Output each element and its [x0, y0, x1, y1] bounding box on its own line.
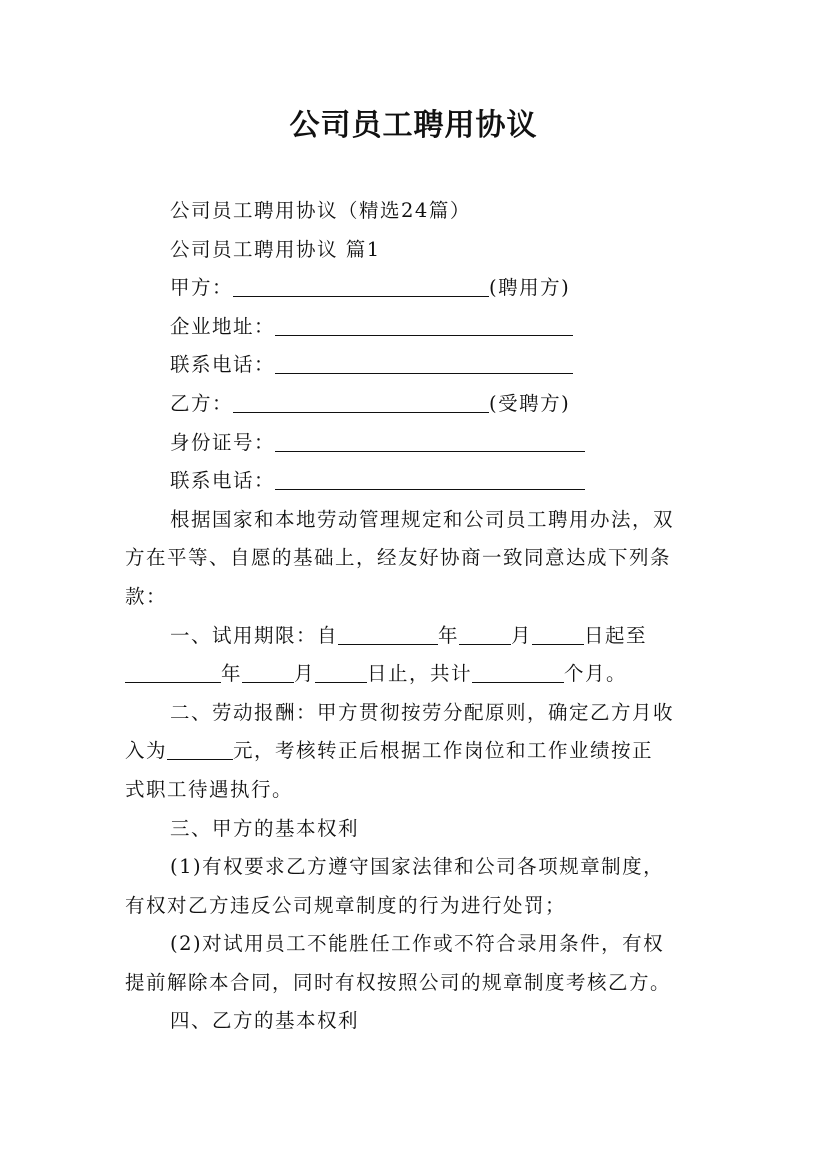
party-a-label: 甲方： — [170, 276, 234, 300]
clause-3-item-1-line-1: (1)有权要求乙方遵守国家法律和公司各项规章制度， — [170, 855, 665, 879]
start-year-unit: 年 — [438, 623, 460, 647]
contact-phone-a-label: 联系电话： — [170, 353, 276, 377]
clause-1-label: 一、试用期限：自 — [170, 623, 339, 647]
intro-line-1: 根据国家和本地劳动管理规定和公司员工聘用办法，双 — [170, 507, 675, 531]
contact-phone-a-blank[interactable] — [275, 372, 573, 374]
start-year-blank[interactable] — [338, 643, 438, 645]
end-day-unit: 日止，共计 — [367, 662, 473, 686]
id-number-line — [125, 424, 715, 463]
clause-3-item-2-line-1: (2)对试用员工不能胜任工作或不符合录用条件，有权 — [170, 932, 665, 956]
intro-line-2: 方在平等、自愿的基础上，经友好协商一致同意达成下列条 — [125, 546, 672, 570]
clause-2-line-1: 二、劳动报酬：甲方贯彻按劳分配原则，确定乙方月收 — [170, 700, 675, 724]
party-b-line — [125, 385, 715, 424]
clause-4-heading: 四、乙方的基本权利 — [170, 1009, 360, 1033]
party-b-suffix: (受聘方) — [489, 391, 571, 415]
company-address-blank[interactable] — [275, 334, 573, 336]
id-number-label: 身份证号： — [170, 430, 276, 454]
intro-line-3: 款： — [125, 584, 168, 608]
end-year-unit: 年 — [221, 662, 243, 686]
clause-2-income-label: 入为 — [125, 739, 168, 763]
clause-2-line-3: 式职工待遇执行。 — [125, 777, 294, 801]
document-body — [125, 192, 715, 1041]
document-subtitle: 公司员工聘用协议（精选24篇） — [170, 199, 471, 222]
contact-phone-b-line — [125, 462, 715, 501]
start-day-blank[interactable] — [532, 643, 584, 645]
company-address-line — [125, 308, 715, 347]
clause-1-line-2 — [125, 655, 715, 694]
clause-2-income-rest: 元，考核转正后根据工作岗位和工作业绩按正 — [233, 739, 654, 763]
contact-phone-a-line — [125, 346, 715, 385]
party-b-blank[interactable] — [233, 411, 489, 413]
clause-2-line-2 — [125, 732, 715, 771]
party-b-label: 乙方： — [170, 391, 234, 415]
end-day-blank[interactable] — [315, 681, 367, 683]
clause-3-heading: 三、甲方的基本权利 — [170, 816, 360, 840]
clause-3-item-1-line-2: 有权对乙方违反公司规章制度的行为进行处罚； — [125, 893, 567, 917]
end-month-blank[interactable] — [242, 681, 294, 683]
start-month-unit: 月 — [511, 623, 533, 647]
document-title: 公司员工聘用协议 — [289, 108, 538, 143]
clause-3-item-2-line-2: 提前解除本合同，同时有权按照公司的规章制度考核乙方。 — [125, 970, 672, 994]
end-month-unit: 月 — [294, 662, 316, 686]
id-number-blank[interactable] — [275, 450, 585, 452]
total-months-unit: 个月。 — [564, 662, 628, 686]
contact-phone-b-blank[interactable] — [275, 488, 585, 490]
monthly-income-blank[interactable] — [167, 758, 233, 760]
section-heading: 公司员工聘用协议 篇1 — [170, 237, 381, 261]
end-year-blank[interactable] — [125, 681, 221, 683]
start-day-unit: 日起至 — [584, 623, 648, 647]
party-a-suffix: (聘用方) — [489, 276, 571, 300]
company-address-label: 企业地址： — [170, 314, 276, 338]
start-month-blank[interactable] — [459, 643, 511, 645]
contact-phone-b-label: 联系电话： — [170, 469, 276, 493]
total-months-blank[interactable] — [472, 681, 564, 683]
party-a-line — [125, 269, 715, 308]
party-a-blank[interactable] — [233, 295, 489, 297]
clause-1-line-1 — [125, 617, 715, 656]
